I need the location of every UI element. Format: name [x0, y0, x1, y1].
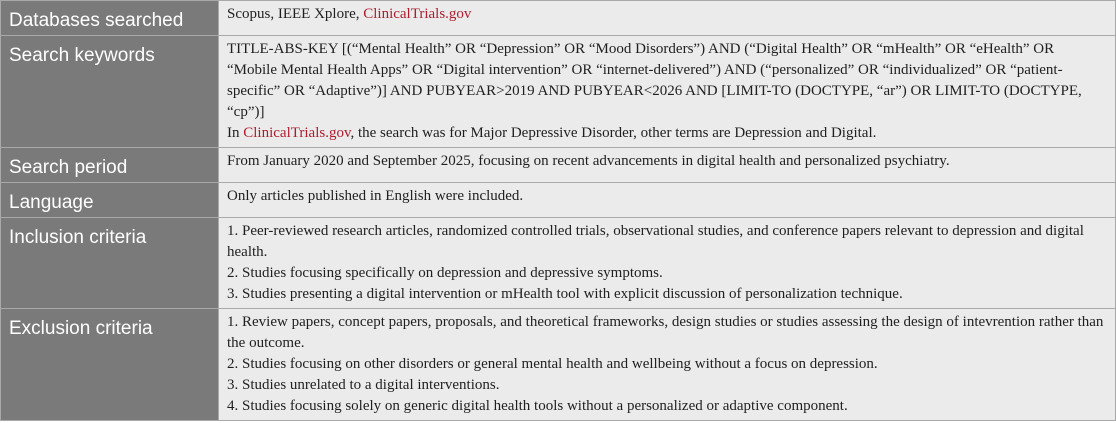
- row-value-inclusion: [219, 218, 1116, 309]
- row-label-databases: Databases searched: [1, 1, 219, 36]
- exclusion-item: 2. Studies focusing on other disorders or general mental health and wellbeing without a focus on depression.: [227, 356, 878, 372]
- table-row-language: [1, 183, 1116, 218]
- row-value-period: From January 2020 and September 2025, focusing on recent advancements in digital health and personalized psychiatry.: [219, 148, 1116, 183]
- row-label-inclusion: Inclusion criteria: [1, 218, 219, 309]
- clinicaltrials-note-link[interactable]: ClinicalTrials.gov: [243, 125, 351, 141]
- row-value-keywords: [219, 36, 1116, 148]
- row-label-exclusion: Exclusion criteria: [1, 309, 219, 421]
- note-suffix: , the search was for Major Depressive Disorder, other terms are Depression and Digital.: [350, 125, 877, 141]
- inclusion-item: 3. Studies presenting a digital intervention or mHealth tool with explicit discussion of personalization technique.: [227, 286, 903, 302]
- row-value-exclusion: [219, 309, 1116, 421]
- table-row-inclusion: [1, 218, 1116, 309]
- clinicaltrials-note: [227, 123, 1107, 144]
- table-row-databases: [1, 1, 1116, 36]
- table-row-exclusion: [1, 309, 1116, 421]
- inclusion-item: 1. Peer-reviewed research articles, randomized controlled trials, observational studies, and conference papers relevant to depression and digital health.: [227, 223, 1084, 260]
- row-label-language: Language: [1, 183, 219, 218]
- row-value-databases: [219, 1, 1116, 36]
- inclusion-item: 2. Studies focusing specifically on depression and depressive symptoms.: [227, 265, 663, 281]
- row-label-keywords: Search keywords: [1, 36, 219, 148]
- exclusion-item: 1. Review papers, concept papers, proposals, and theoretical frameworks, design studies or studies assessing the design of intevrention rather than the outcome.: [227, 314, 1104, 351]
- search-query: TITLE-ABS-KEY [(“Mental Health” OR “Depression” OR “Mood Disorders”) AND (“Digital Health” OR “mHealth” OR “eHealth” OR “Mobile Mental Health Apps” OR “Digital intervention” OR “internet-delivered”) AND (“personalized” OR “individualized” OR “patient-specific” OR “Adaptive”)] AND PUBYEAR>2019 AND PUBYEAR<2026 AND [LIMIT-TO (DOCTYPE, “ar”) OR LIMIT-TO (DOCTYPE, “cp”)]: [227, 41, 1082, 120]
- clinicaltrials-link[interactable]: ClinicalTrials.gov: [363, 6, 472, 22]
- table-row-period: [1, 148, 1116, 183]
- row-label-period: Search period: [1, 148, 219, 183]
- note-prefix: In: [227, 125, 244, 141]
- exclusion-item: 4. Studies focusing solely on generic digital health tools without a personalized or adaptive component.: [227, 398, 848, 414]
- databases-list: Scopus, IEEE Xplore,: [227, 6, 364, 22]
- exclusion-item: 3. Studies unrelated to a digital interventions.: [227, 377, 500, 393]
- table-row-keywords: [1, 36, 1116, 148]
- row-value-language: Only articles published in English were included.: [219, 183, 1116, 218]
